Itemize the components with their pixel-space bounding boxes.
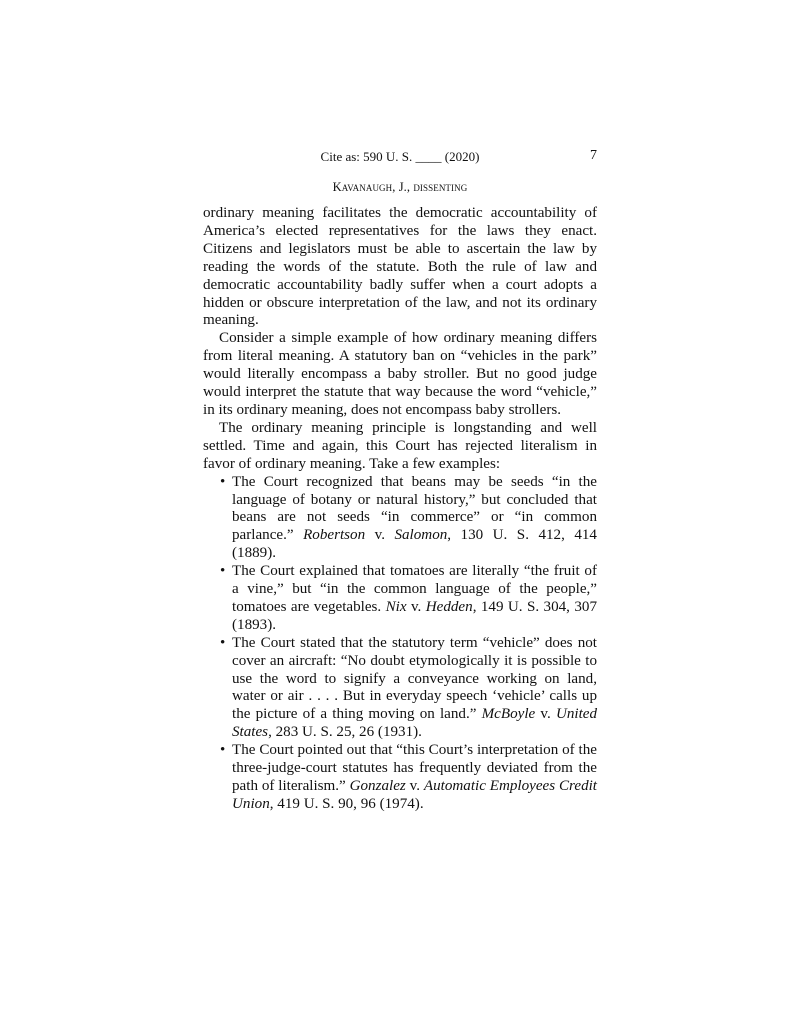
author-line: Kavanaugh, J., dissenting bbox=[332, 180, 468, 194]
example-text: The Court recognized that beans may be seeds “in the language of botany or natural history,” but concluded that beans are not seeds “in commerce” or “in common parlance.” bbox=[232, 473, 597, 544]
versus: v. bbox=[374, 527, 385, 544]
case-name: United States bbox=[232, 706, 598, 741]
example-item bbox=[220, 634, 598, 742]
example-text: The Court explained that tomatoes are literally “the fruit of a vine,” but “in the common language of the people,” tomatoes are vegetables. bbox=[232, 563, 597, 615]
case-name: Salomon bbox=[394, 527, 448, 544]
page-number: 7 bbox=[590, 148, 597, 163]
case-name: Automatic Employees Credit Union bbox=[232, 778, 597, 812]
case-citation: , 130 U. S. 412, 414 (1889). bbox=[232, 527, 597, 562]
case-name: Gonzalez bbox=[349, 778, 406, 794]
citation-line: Cite as: 590 U. S. ____ (2020) bbox=[320, 149, 480, 164]
example-text: The Court stated that the statutory term “vehicle” does not cover an aircraft: “No doubt etymologically it is possible to use the word to signify a conveyance working on land, water or air . . . . But in everyday speech ‘vehicle’ calls up the picture of a thing moving on land.” bbox=[232, 634, 597, 723]
opinion-body bbox=[203, 205, 597, 814]
paragraph-2: Consider a simple example of how ordinary meaning differs from literal meaning. A statutory ban on “vehicles in the park” would literally encompass a baby stroller. But no good judge would interpret the statute that way because the word “vehicle,” in its ordinary meaning, does not encompass baby strollers. bbox=[203, 330, 597, 418]
paragraph-3: The ordinary meaning principle is longstanding and well settled. Time and again, this Court has rejected literalism in favor of ordinary meaning. Take a few examples: bbox=[203, 419, 597, 472]
versus: v. bbox=[410, 598, 422, 615]
case-citation: , 283 U. S. 25, 26 (1931). bbox=[268, 724, 422, 741]
example-item bbox=[220, 563, 597, 635]
case-name: Hedden bbox=[425, 598, 473, 615]
example-item bbox=[220, 742, 597, 814]
bullet-icon: • bbox=[220, 742, 226, 759]
versus: v. bbox=[409, 778, 420, 794]
bullet-icon: • bbox=[220, 473, 226, 490]
case-name: McBoyle bbox=[481, 706, 536, 723]
versus: v. bbox=[540, 706, 551, 723]
example-item bbox=[220, 473, 597, 564]
examples-list bbox=[203, 474, 597, 814]
running-header bbox=[203, 146, 597, 168]
case-name: Nix bbox=[385, 598, 407, 615]
case-citation: , 149 U. S. 304, 307 (1893). bbox=[232, 598, 597, 633]
example-text: The Court pointed out that “this Court’s interpretation of the three-judge-court statutes has frequently deviated from the path of literalism.” bbox=[232, 742, 597, 794]
bullet-icon: • bbox=[220, 634, 226, 651]
case-name: Robertson bbox=[303, 527, 366, 544]
case-citation: , 419 U. S. 90, 96 (1974). bbox=[269, 795, 424, 812]
bullet-icon: • bbox=[220, 563, 226, 580]
paragraph-1: ordinary meaning facilitates the democratic accountability of America’s elected representatives for the laws they enact. Citizens and legislators must be able to ascertain the law by reading the words of the statute. Both the rule of law and democratic accountability badly suffer when a court adopts a hidden or obscure interpretation of the law, and not its ordinary meaning. bbox=[203, 205, 597, 329]
